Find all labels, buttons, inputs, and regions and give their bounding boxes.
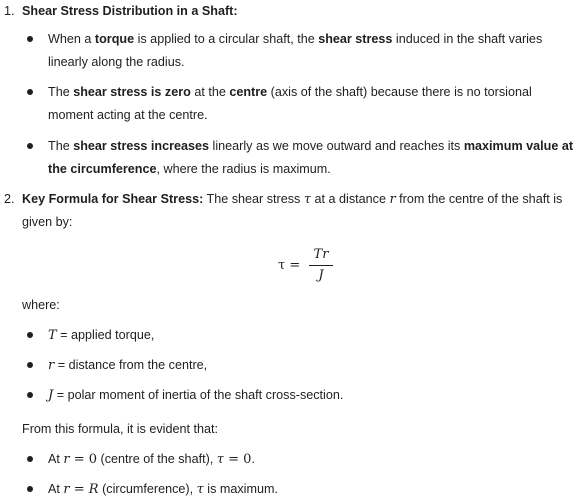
def-bullet-2: [27, 362, 33, 368]
case-bullet-1: [27, 456, 33, 462]
case-circumference: At r = R (circumference), τ is maximum.: [48, 482, 278, 497]
case-bullet-2: [27, 486, 33, 492]
formula-denominator: J: [318, 268, 324, 283]
section-2-number: 2.: [4, 192, 15, 206]
section-1-number: 1.: [4, 4, 15, 18]
shear-stress-formula: [278, 244, 348, 284]
bullet-3: [27, 143, 33, 149]
bullet-2-line-2: moment acting at the centre.: [48, 108, 208, 122]
section-2-intro-line-1: Key Formula for Shear Stress: The shear stress τ at a distance r from the centre of the shaft is: [22, 192, 563, 207]
evident-line: From this formula, it is evident that:: [22, 422, 218, 436]
bullet-2: [27, 89, 33, 95]
bullet-3-line-1: The shear stress increases linearly as we move outward and reaches its maximum value at: [48, 139, 574, 153]
bullet-3-line-2: the circumference, where the radius is maximum.: [48, 162, 331, 176]
def-bullet-1: [27, 332, 33, 338]
bullet-1-line-1: When a torque is applied to a circular shaft, the shear stress induced in the shaft varies: [48, 32, 543, 46]
formula-lhs: τ =: [278, 258, 301, 273]
formula-numerator: Tr: [313, 247, 329, 262]
def-polar-moment: J = polar moment of inertia of the shaft cross-section.: [48, 388, 344, 403]
def-bullet-3: [27, 392, 33, 398]
def-torque: T = applied torque,: [48, 328, 155, 343]
bullet-1: [27, 36, 33, 42]
section-2-intro-line-2: given by:: [22, 215, 73, 229]
bullet-2-line-1: The shear stress is zero at the centre (axis of the shaft) because there is no torsional: [48, 85, 532, 99]
where-label: where:: [22, 298, 60, 312]
bullet-1-line-2: linearly along the radius.: [48, 55, 185, 69]
case-centre: At r = 0 (centre of the shaft), τ = 0.: [48, 452, 255, 467]
def-radius: r = distance from the centre,: [48, 358, 208, 373]
section-1-heading: Shear Stress Distribution in a Shaft:: [22, 4, 238, 18]
